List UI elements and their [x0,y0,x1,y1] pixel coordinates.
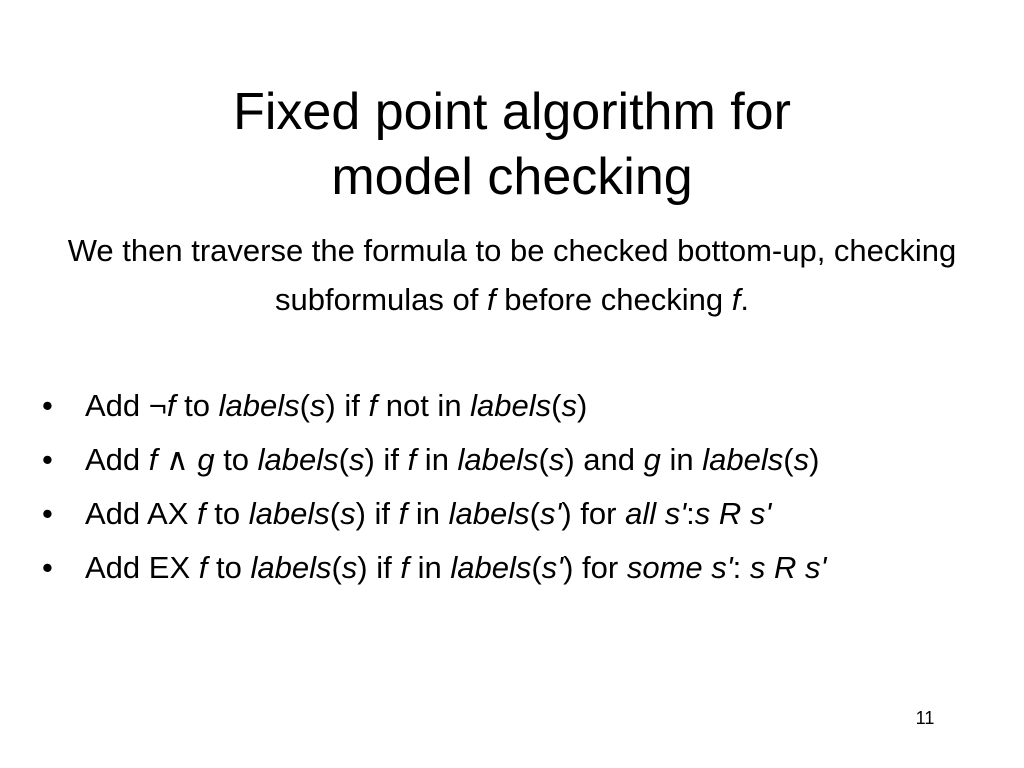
bullet-text: to [207,550,251,585]
labels-function: labels [450,550,532,585]
bullet-text: : [686,496,695,531]
bullet-text: to [175,388,219,423]
page-number: 11 [915,708,935,728]
formula-g: g [643,442,661,477]
formula-f: f [368,388,378,423]
bullet-text: in [416,442,458,477]
and-operator: ∧ [157,442,198,477]
bullet-text: ( [299,388,310,423]
labels-function: labels [448,496,530,531]
bullet-text: to [205,496,249,531]
bullet-text: to [214,442,258,477]
bullet-text: : [732,550,750,585]
labels-function: labels [257,442,339,477]
bullet-text: ) [809,442,820,477]
quantifier: all s' [625,496,687,531]
intro-formula-f: f [486,282,496,317]
intro-text-3: . [740,282,749,317]
bullet-item-ax [42,491,982,537]
state-s: s [341,550,358,585]
bullet-text: ) if [364,442,408,477]
bullet-text: ) for [561,496,626,531]
bullet-text: not in [377,388,471,423]
bullet-text: ) if [355,496,399,531]
formula-f: f [407,442,417,477]
bullet-text: Add AX [85,496,198,531]
state-s-prime: s' [539,496,562,531]
bullet-text: ) if [357,550,401,585]
bullet-marker: • [42,550,53,585]
slide-title-line-2: model checking [331,148,693,206]
intro-text-2: before checking [495,282,732,317]
bullet-text: ( [329,496,341,531]
formula-f: f [400,550,409,585]
slide-title-line-1: Fixed point algorithm for [233,83,791,141]
labels-function: labels [218,388,300,423]
labels-function: labels [248,496,330,531]
intro-paragraph [40,226,984,324]
slide-title [0,80,1024,210]
formula-f: f [166,388,176,423]
state-s: s [309,388,326,423]
bullet-text: ( [538,442,549,477]
bullet-text: Add [85,442,149,477]
bullet-marker: • [42,442,53,477]
formula-f: f [398,496,408,531]
labels-function: labels [457,442,539,477]
bullet-text: Add ¬ [85,388,167,423]
bullet-text: in [408,550,451,585]
bullet-item-ex [42,545,982,591]
formula-g: g [197,442,215,477]
bullet-text: ) for [563,550,627,585]
labels-function: labels [470,388,552,423]
bullet-text: ( [783,442,794,477]
bullet-text: ) [577,388,588,423]
bullet-text: in [660,442,703,477]
bullet-text: ( [551,388,562,423]
state-s: s [561,388,577,423]
bullet-text: Add EX [85,550,199,585]
state-s: s [349,442,365,477]
bullet-text: in [407,496,449,531]
intro-formula-f-2: f [731,282,741,317]
intro-text-1: We then traverse the formula to be checked bottom-up, checking subformulas of [67,233,957,317]
bullet-text: ) if [325,388,369,423]
formula-f: f [148,442,158,477]
state-s: s [340,496,356,531]
state-s-prime: s' [541,550,564,585]
bullet-text: ) and [564,442,644,477]
relation: s R s' [694,496,772,531]
state-s: s [548,442,565,477]
bullet-marker: • [42,496,53,531]
bullet-text: ( [338,442,349,477]
bullet-text: ( [531,550,542,585]
state-s: s [793,442,810,477]
relation: s R s' [749,550,827,585]
bullet-item-negation [42,383,982,429]
bullet-text: ( [331,550,342,585]
bullet-text: ( [529,496,540,531]
labels-function: labels [250,550,332,585]
labels-function: labels [702,442,784,477]
bullet-list [42,383,982,599]
formula-f: f [198,550,208,585]
formula-f: f [197,496,206,531]
bullet-marker: • [42,388,53,423]
quantifier: some s' [626,550,733,585]
bullet-item-conjunction [42,437,982,483]
